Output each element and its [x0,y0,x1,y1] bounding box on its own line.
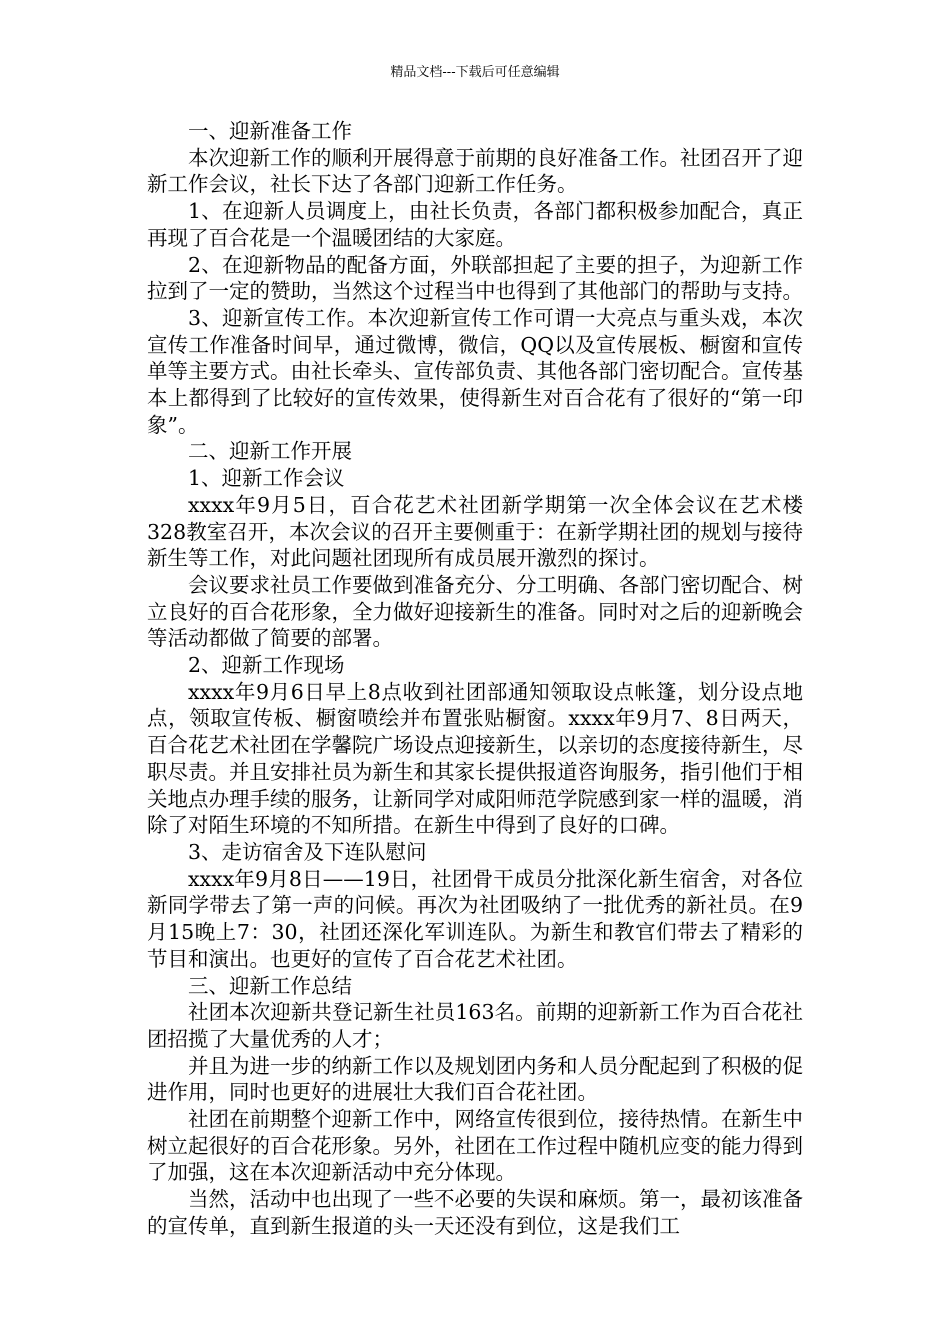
paragraph: xxxx年9月6日早上8点收到社团部通知领取设点帐篷，划分设点地点，领取宣传板、橱窗喷绘并布置张贴橱窗。xxxx年9月7、8日两天，百合花艺术社团在学馨院广场设点迎接新生，以亲切的态度接待新生，尽职尽责。并且安排社员为新生和其家长提供报道咨询服务，指引他们于相关地点办理手续的服务，让新同学对咸阳师范学院感到家一样的温暖，消除了对陌生环境的不知所措。在新生中得到了良好的口碑。 [147,679,803,838]
subsection-heading-visits: 3、走访宿舍及下连队慰问 [188,839,427,864]
section-heading-summary: 三、迎新工作总结 [188,973,352,998]
paragraph: xxxx年9月8日——19日，社团骨干成员分批深化新生宿舍，对各位新同学带去了第一声的问候。再次为社团吸纳了一批优秀的新社员。在9月15晚上7：30，社团还深化军训连队。为新生和教官们带去了精彩的节目和演出。也更好的宣传了百合花艺术社团。 [147,866,803,971]
page-header: 精品文档---下载后可任意编辑 [390,65,560,80]
document-body [147,118,803,1240]
paragraph: 当然，活动中也出现了一些不必要的失误和麻烦。第一，最初该准备的宣传单，直到新生报道的头一天还没有到位，这是我们工 [147,1187,803,1238]
paragraph: xxxx年9月5日，百合花艺术社团新学期第一次全体会议在艺术楼328教室召开，本次会议的召开主要侧重于：在新学期社团的规划与接待新生等工作，对此问题社团现所有成员展开激烈的探讨。 [147,492,803,571]
subsection-heading-onsite: 2、迎新工作现场 [188,653,345,678]
paragraph: 本次迎新工作的顺利开展得意于前期的良好准备工作。社团召开了迎新工作会议，社长下达了各部门迎新工作任务。 [147,145,803,197]
paragraph: 社团在前期整个迎新工作中，网络宣传很到位，接待热情。在新生中树立起很好的百合花形象。另外，社团在工作过程中随机应变的能力得到了加强，这在本次迎新活动中充分体现。 [147,1107,803,1185]
subsection-heading-meeting: 1、迎新工作会议 [188,466,345,491]
paragraph: 并且为进一步的纳新工作以及规划团内务和人员分配起到了积极的促进作用，同时也更好的进展壮大我们百合花社团。 [147,1053,803,1105]
section-heading-preparation: 一、迎新准备工作 [188,119,352,143]
paragraph: 会议要求社员工作要做到准备充分、分工明确、各部门密切配合、树立良好的百合花形象，全力做好迎接新生的准备。同时对之后的迎新晚会等活动都做了简要的部署。 [147,572,803,651]
section-heading-execution: 二、迎新工作开展 [188,439,352,464]
paragraph: 1、在迎新人员调度上，由社长负责，各部门都积极参加配合，真正再现了百合花是一个温暖团结的大家庭。 [147,199,803,250]
paragraph: 3、迎新宣传工作。本次迎新宣传工作可谓一大亮点与重头戏，本次宣传工作准备时间早，通过微博，微信，QQ以及宣传展板、橱窗和宣传单等主要方式。由社长牵头、宣传部负责、其他各部门密切配合。宣传基本上都得到了比较好的宣传效果，使得新生对百合花有了很好的“第一印象”。 [147,305,803,437]
paragraph: 2、在迎新物品的配备方面，外联部担起了主要的担子，为迎新工作拉到了一定的赞助，当然这个过程当中也得到了其他部门的帮助与支持。 [147,252,803,304]
paragraph: 社团本次迎新共登记新生社员163名。前期的迎新新工作为百合花社团招揽了大量优秀的人才； [147,1000,803,1051]
